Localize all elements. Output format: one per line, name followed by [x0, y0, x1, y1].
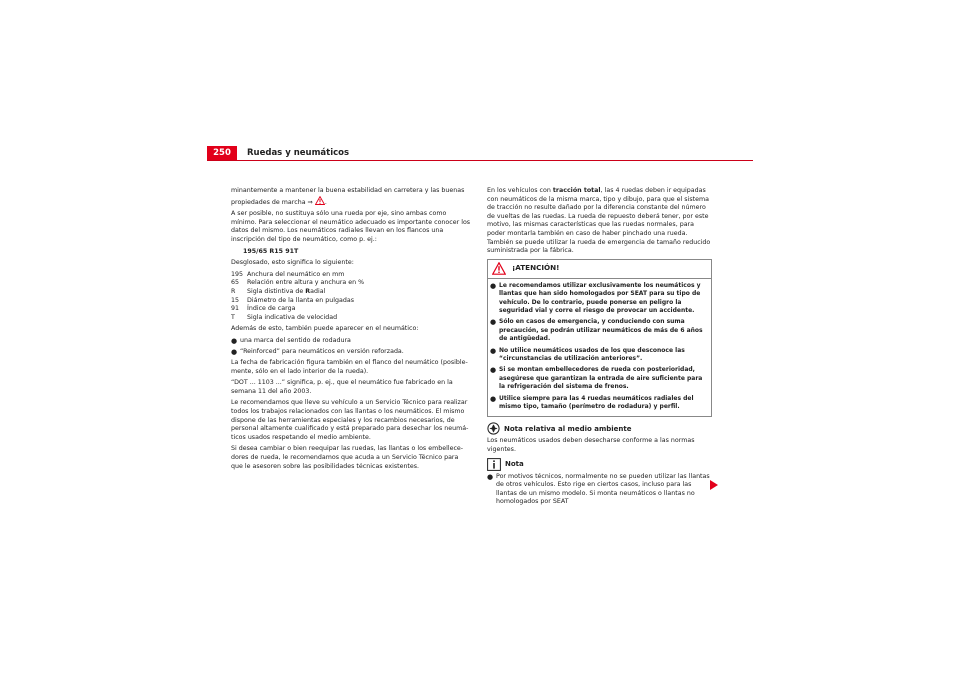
warning-header	[488, 260, 711, 279]
environment-title: Nota relativa al medio ambiente	[504, 424, 632, 433]
code: R	[231, 287, 236, 295]
bullet-icon: ●	[490, 346, 497, 355]
bullet-item	[231, 337, 471, 346]
code-desc-pre: Sigla distintiva de	[247, 287, 306, 295]
note-icon	[487, 458, 501, 471]
code-desc-bold: R	[305, 287, 311, 295]
bullet-icon: ●	[231, 336, 238, 345]
paragraph-bold: tracción total	[552, 187, 601, 194]
continue-arrow-icon	[710, 480, 718, 490]
bullet-item	[231, 348, 471, 357]
paragraph-awd	[487, 187, 712, 256]
tyre-spec: 195/65 R15 91T	[243, 247, 299, 255]
warning-text: Si se montan embellecedores de rueda con posterioridad, asegúrese que garantizan la entrada de aire suficiente para la refrigeración del sistema de frenos.	[499, 366, 703, 391]
paragraph-text: En los vehículos con	[487, 187, 553, 194]
right-column	[487, 187, 712, 509]
bullet-icon: ●	[490, 281, 497, 290]
left-column	[231, 187, 471, 474]
warning-body	[488, 279, 711, 417]
code-desc: Sigla indicativa de velocidad	[247, 313, 338, 321]
note-title: Nota	[505, 459, 524, 468]
list-item	[231, 297, 471, 306]
bullet-icon: ●	[490, 394, 497, 403]
paragraph-axle: A ser posible, no sustituya sólo una rueda por eje, sino ambas como mínimo. Para seleccionar el neumático adecuado es importante conocer los datos del mismo. Los neumáticos radiales llevan en los flancos una inscripción del tipo de neumático, como p. ej.:	[231, 210, 471, 243]
paragraph-service: Le recomendamos que lleve su vehículo a un Servicio Técnico para realizar todos los trabajos relacionados con las llantas o los neumáticos. El mismo dispone de las herramientas especiales y los recambios necesarios, de personal altamente cualificado y está preparado para desechar los neumá-ticos usados respetando el medio ambiente.	[231, 399, 469, 441]
list-item	[231, 305, 471, 314]
bullet-text: “Reinforced” para neumáticos en versión reforzada.	[240, 347, 404, 355]
environment-text: Los neumáticos usados deben desecharse conforme a las normas vigentes.	[487, 437, 695, 454]
code-desc	[247, 288, 325, 297]
page-title: Ruedas y neumáticos	[247, 148, 350, 158]
warning-text: Sólo en casos de emergencia, y conduciendo con suma precaución, se podrán utilizar neumáticos de más de 6 años de antigüedad.	[499, 318, 703, 343]
note-text: Por motivos técnicos, normalmente no se pueden utilizar las llantas de otros vehículos. Esto rige en ciertos casos, incluso para las llantas de un mismo modelo. Si monta neumáticos o llantas no homologados por SEAT	[496, 472, 710, 506]
warning-item	[490, 318, 708, 343]
note-heading	[487, 458, 712, 471]
code-desc: Anchura del neumático en mm	[247, 270, 345, 278]
environment-icon	[487, 422, 500, 435]
paragraph-text: , las 4 ruedas deben ir equipadas con neumáticos de la misma marca, tipo y dibujo, para que el sistema de tracción no resulte dañado por la diferencia constante del número de vueltas de las ruedas. La rueda de repuesto deberá tener, por este motivo, las mismas características que las ruedas normales, para poder montarla también en caso de haber pinchado una rueda. También se puede utilizar la rueda de emergencia de tamaño reducido suministrada por la fábrica.	[487, 187, 711, 255]
paragraph-text: minantemente a mantener la buena estabilidad en carretera y las buenas propiedades de marcha ⇒	[231, 187, 465, 206]
paragraph-stability	[231, 187, 471, 207]
list-item	[231, 314, 471, 323]
warning-triangle-icon	[492, 262, 506, 275]
code: T	[231, 313, 235, 321]
warning-triangle-icon	[315, 196, 325, 205]
paragraph-change: Si desea cambiar o bien reequipar las ruedas, las llantas o los embellece-dores de rueda, le recomendamos que acuda a un Servicio Técnico para que le asesoren sobre las posibilidades técnicas existentes.	[231, 445, 464, 470]
bullet-icon: ●	[490, 366, 497, 375]
code-desc: Relación entre altura y anchura en %	[247, 279, 365, 287]
code: 91	[231, 305, 240, 313]
paragraph-text: .	[324, 198, 327, 206]
warning-title: ¡ATENCIÓN!	[512, 263, 560, 273]
warning-text: Utilice siempre para las 4 ruedas neumáticos radiales del mismo tipo, tamaño (perímetro de rodadura) y perfil.	[499, 394, 694, 411]
paragraph-additional: Además de esto, también puede aparecer en el neumático:	[231, 325, 419, 333]
bullet-icon: ●	[490, 318, 497, 327]
paragraph-date: La fecha de fabricación figura también en el flanco del neumático (posible-mente, sólo en el lado interior de la rueda).	[231, 359, 468, 375]
code: 195	[231, 270, 244, 278]
code: 65	[231, 279, 240, 287]
code-desc-post: adial	[310, 287, 326, 295]
tyre-code-list	[231, 271, 471, 323]
page-header	[207, 146, 753, 160]
bullet-icon: ●	[231, 347, 238, 356]
paragraph-breakdown: Desglosado, esto significa lo siguiente:	[231, 259, 354, 267]
warning-item	[490, 347, 708, 364]
environment-heading	[487, 422, 712, 435]
bullet-icon: ●	[487, 472, 494, 481]
warning-text: Le recomendamos utilizar exclusivamente los neumáticos y llantas que han sido homologados por SEAT para su tipo de vehículo. De lo contrario, puede ponerse en peligro la seguridad vial y corre el riesgo de provocar un accidente.	[499, 281, 701, 314]
page-number: 250	[207, 146, 237, 160]
warning-box	[487, 259, 712, 418]
bullet-text: una marca del sentido de rodadura	[240, 336, 351, 344]
list-item	[231, 288, 471, 297]
paragraph-dot: “DOT ... 1103 ...” significa, p. ej., que el neumático fue fabricado en la semana 11 del año 2003.	[231, 379, 453, 395]
warning-item	[490, 282, 708, 316]
code: 15	[231, 296, 240, 304]
header-rule	[207, 160, 753, 161]
code-desc: Índice de carga	[247, 305, 296, 313]
code-desc: Diámetro de la llanta en pulgadas	[247, 296, 354, 304]
warning-text: No utilice neumáticos usados de los que desconoce las “circunstancias de utilización anteriores”.	[499, 346, 685, 362]
warning-item	[490, 395, 708, 412]
list-item	[231, 279, 471, 288]
note-item	[487, 473, 712, 507]
warning-item	[490, 366, 708, 391]
